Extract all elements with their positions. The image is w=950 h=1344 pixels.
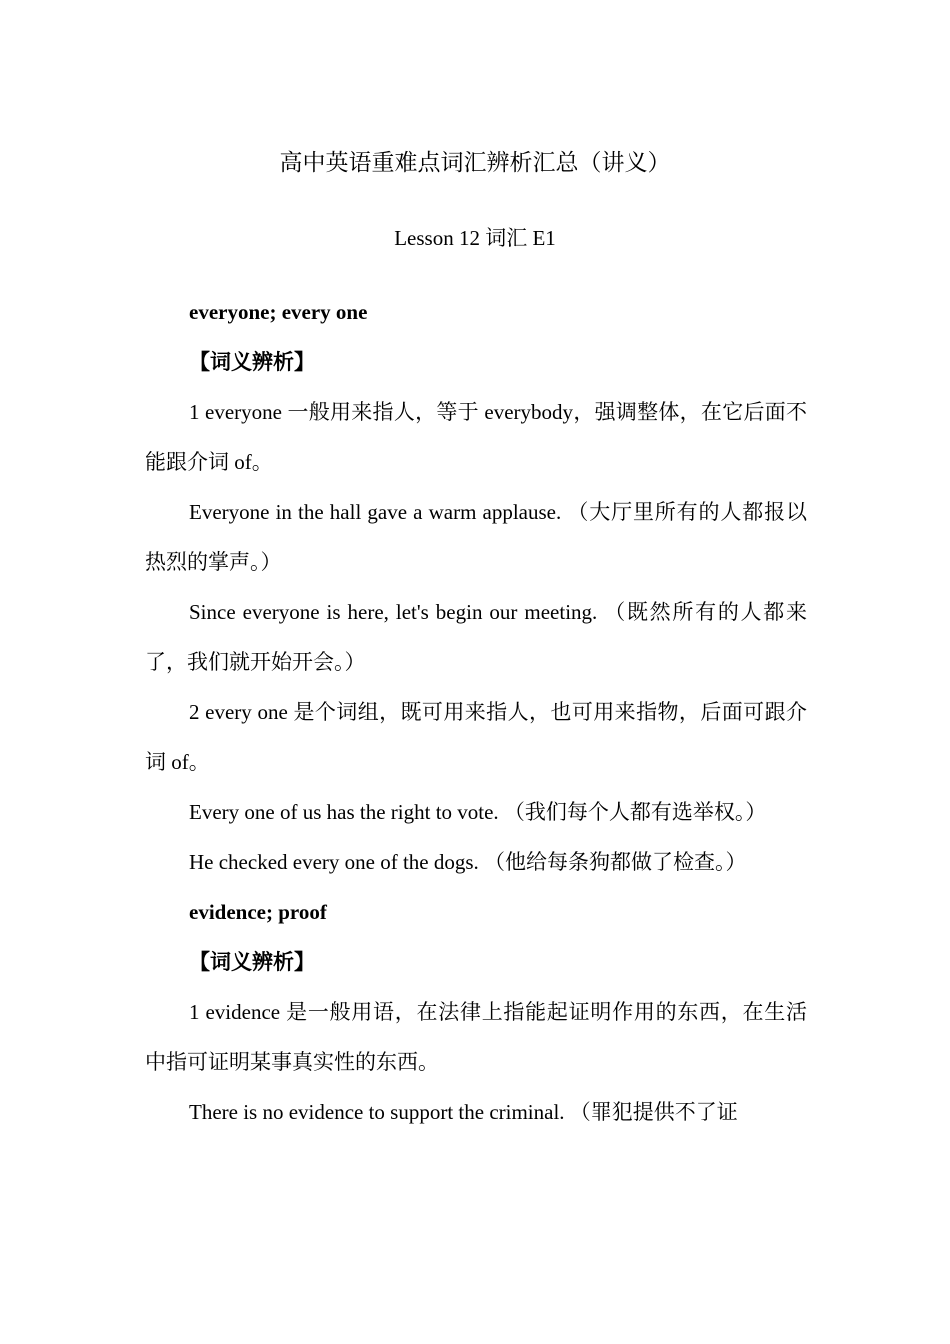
- example-sentence: There is no evidence to support the criminal. （罪犯提供不了证: [189, 1100, 738, 1124]
- explanation-every-one: 2 every one 是个词组，既可用来指人，也可用来指物，后面可跟介词 of。: [145, 700, 807, 774]
- section-label-word-analysis: 【词义辨析】: [189, 350, 315, 374]
- explanation-evidence: 1 evidence 是一般用语，在法律上指能起证明作用的东西，在生活中指可证明某事真实性的东西。: [145, 1000, 807, 1074]
- example-sentence: Every one of us has the right to vote. （我们每个人都有选举权。）: [189, 800, 767, 824]
- document-body: [145, 287, 807, 1137]
- document-title: 高中英语重难点词汇辨析汇总（讲义）: [279, 150, 671, 175]
- heading-evidence-proof: evidence; proof: [189, 900, 327, 924]
- heading-everyone-every-one: everyone; every one: [189, 300, 368, 324]
- section-label-word-analysis: 【词义辨析】: [189, 950, 315, 974]
- lesson-subtitle: Lesson 12 词汇 E1: [394, 226, 556, 250]
- example-sentence: Everyone in the hall gave a warm applause. （大厅里所有的人都报以热烈的掌声。）: [145, 500, 807, 574]
- example-sentence: He checked every one of the dogs. （他给每条狗都做了检查。）: [189, 850, 747, 874]
- explanation-everyone: 1 everyone 一般用来指人，等于 everybody，强调整体，在它后面不能跟介词 of。: [145, 400, 807, 474]
- example-sentence: Since everyone is here, let's begin our meeting. （既然所有的人都来了，我们就开始开会。）: [145, 600, 807, 674]
